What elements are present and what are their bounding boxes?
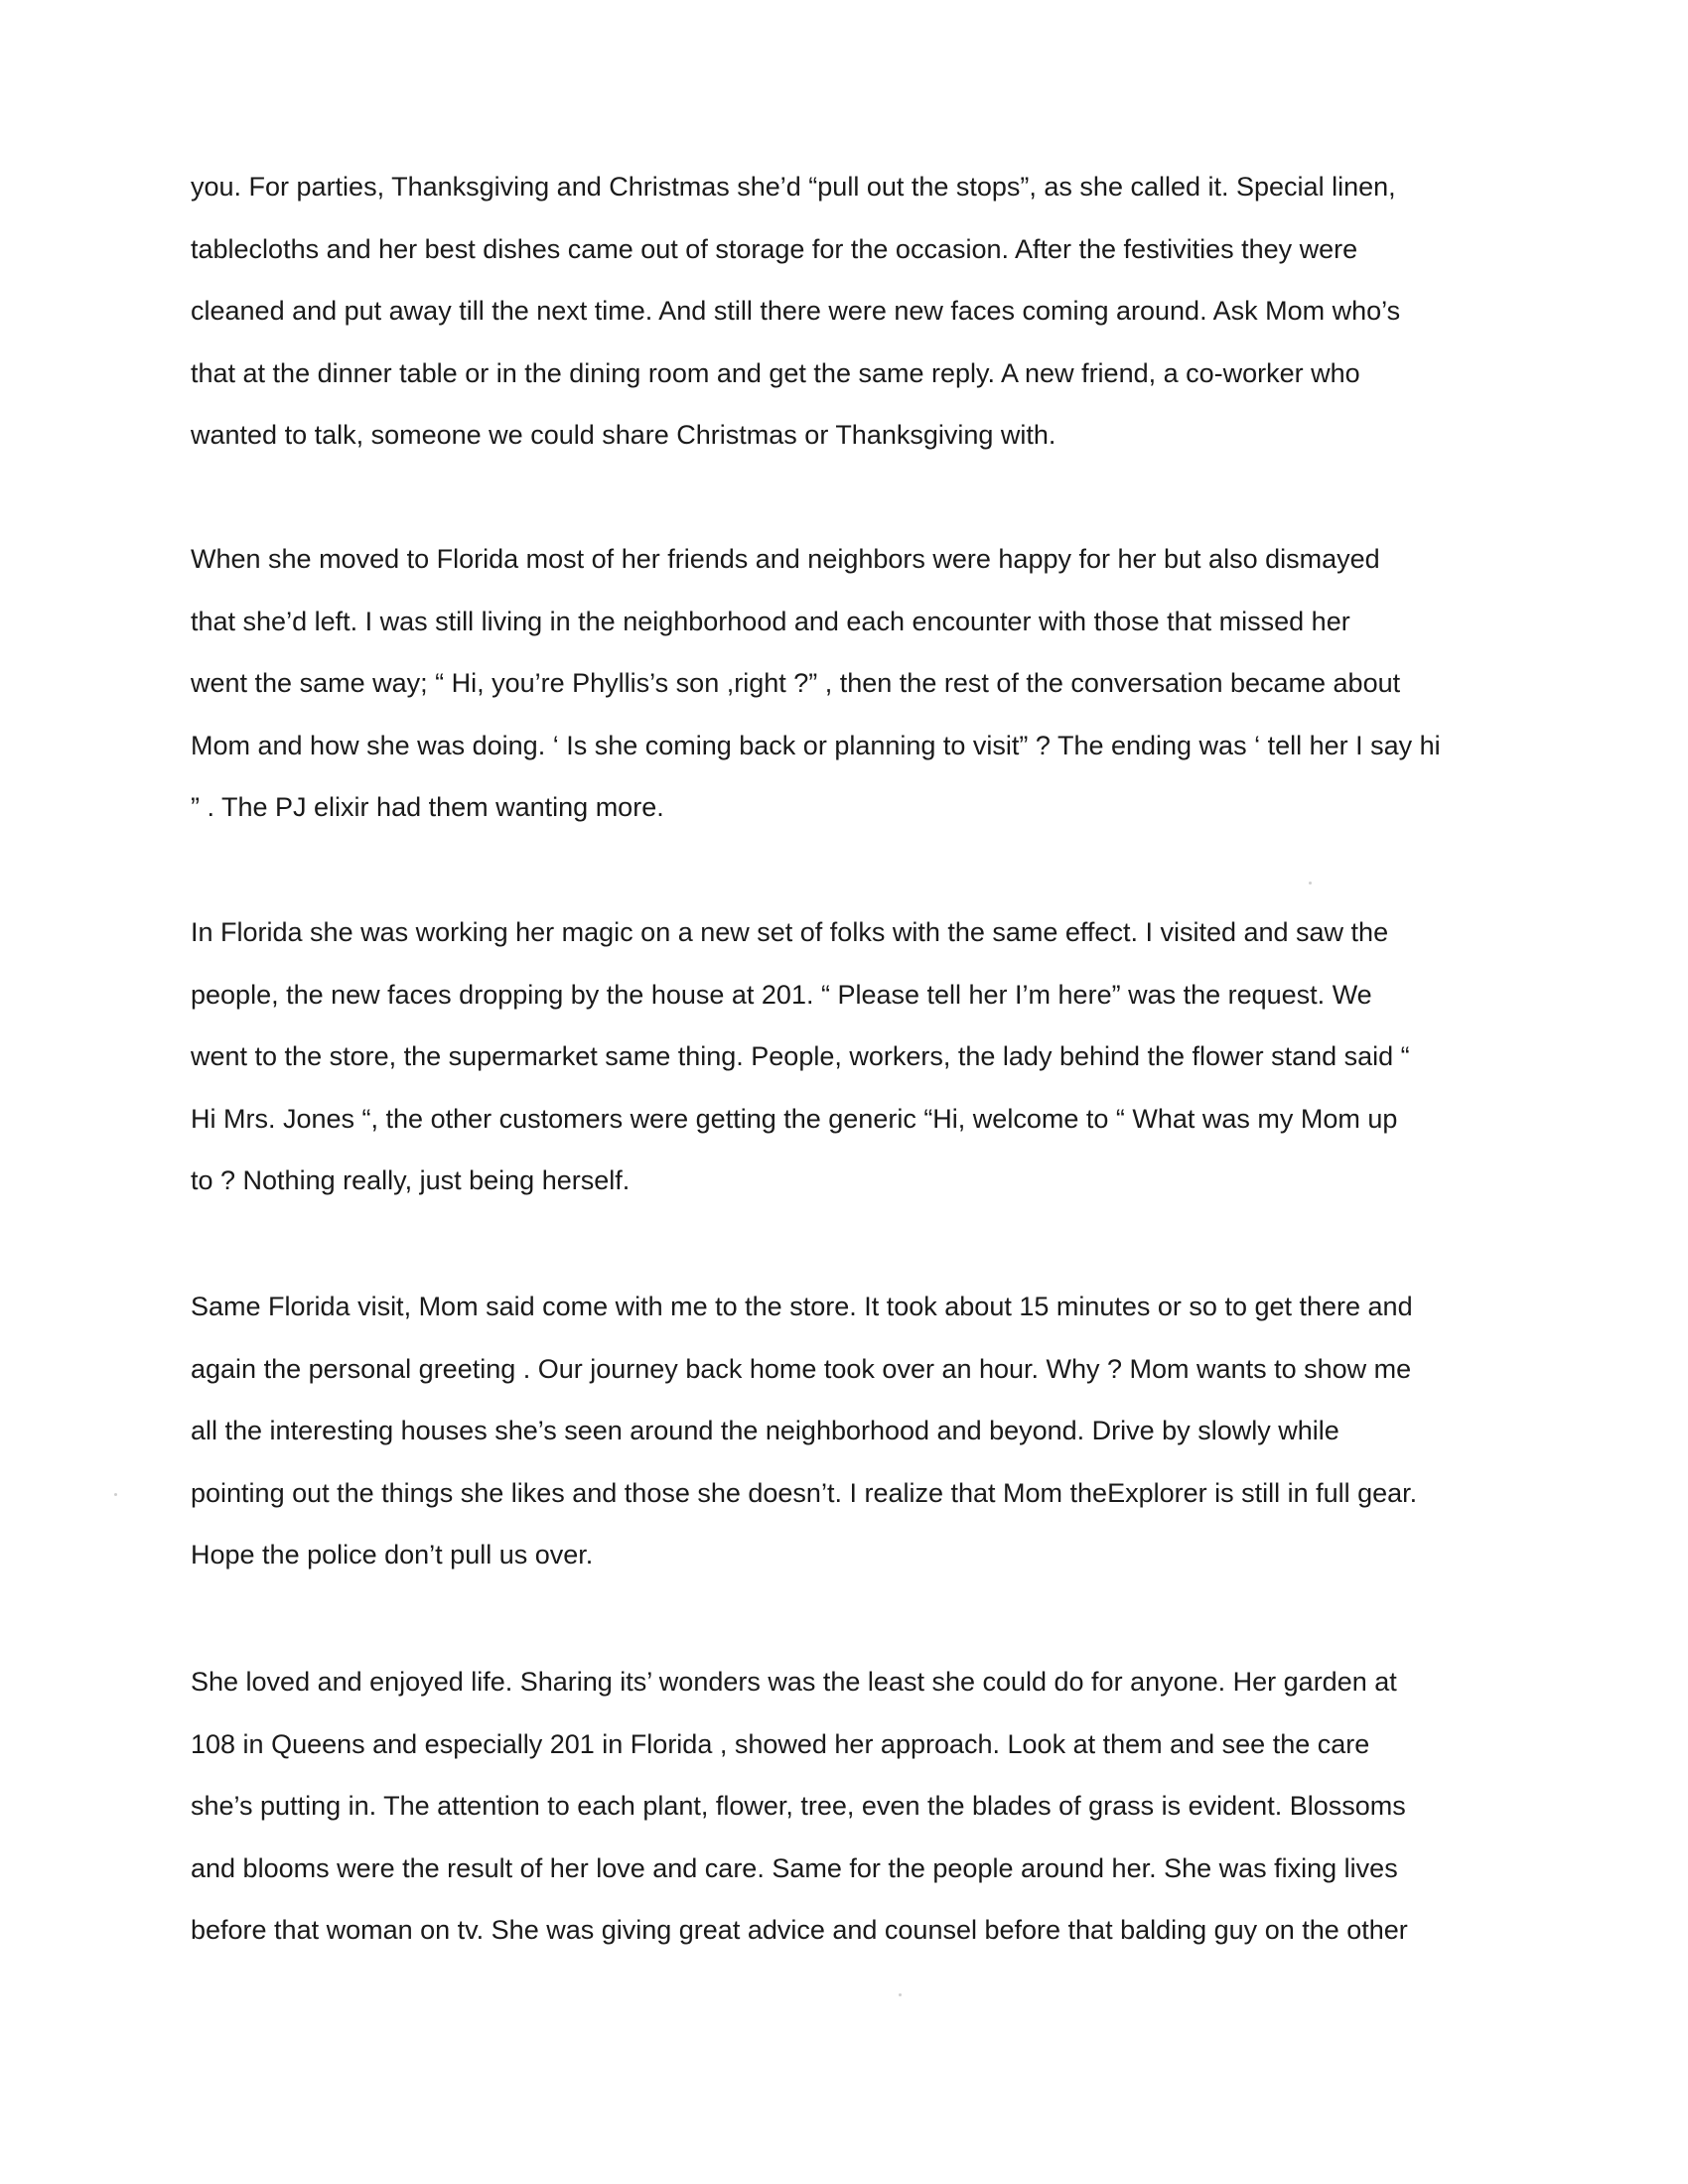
text-line: went to the store, the supermarket same thing. People, workers, the lady behind the flower stand said “ [191,1041,1410,1071]
paragraph-2 [191,528,1561,839]
text-line: cleaned and put away till the next time. And still there were new faces coming around. Ask Mom who’s [191,296,1401,326]
text-line: that she’d left. I was still living in the neighborhood and each encounter with those that missed her [191,606,1350,636]
text-line: Mom and how she was doing. ‘ Is she coming back or planning to visit” ? The ending was ‘ tell her I say hi [191,730,1441,760]
scan-speck [1309,882,1312,885]
text-line: 108 in Queens and especially 201 in Florida , showed her approach. Look at them and see the care [191,1728,1370,1759]
text-line: tablecloths and her best dishes came out of storage for the occasion. After the festivities they were [191,233,1358,264]
text-line: went the same way; “ Hi, you’re Phyllis’s son ,right ?” , then the rest of the conversation became about [191,668,1401,698]
text-line: all the interesting houses she’s seen around the neighborhood and beyond. Drive by slowly while [191,1416,1339,1445]
text-line: When she moved to Florida most of her friends and neighbors were happy for her but also dismayed [191,544,1380,574]
paragraph-3 [191,901,1561,1212]
text-line: Hope the police don’t pull us over. [191,1540,594,1570]
paragraph-4 [191,1276,1561,1586]
text-line: and blooms were the result of her love and care. Same for the people around her. She was fixing lives [191,1852,1398,1883]
text-line: people, the new faces dropping by the house at 201. “ Please tell her I’m here” was the request. We [191,979,1372,1010]
paragraph-5 [191,1651,1561,1962]
text-line: you. For parties, Thanksgiving and Christmas she’d “pull out the stops”, as she called it. Special linen, [191,172,1396,202]
text-line: to ? Nothing really, just being herself. [191,1165,631,1195]
text-line: before that woman on tv. She was giving great advice and counsel before that balding guy on the other [191,1915,1408,1945]
text-line: that at the dinner table or in the dining room and get the same reply. A new friend, a co-worker who [191,357,1360,388]
text-line: wanted to talk, someone we could share Christmas or Thanksgiving with. [191,420,1056,450]
text-line: she’s putting in. The attention to each plant, flower, tree, even the blades of grass is evident. Blossoms [191,1791,1406,1821]
text-line: Same Florida visit, Mom said come with me to the store. It took about 15 minutes or so to get there and [191,1292,1413,1321]
scan-speck [899,1993,902,1996]
text-line: pointing out the things she likes and those she doesn’t. I realize that Mom theExplorer is still in full gear. [191,1477,1418,1508]
paragraph-1 [191,156,1561,467]
text-line: ” . The PJ elixir had them wanting more. [191,792,664,822]
scan-speck [114,1493,117,1496]
text-line: Hi Mrs. Jones “, the other customers were getting the generic “Hi, welcome to “ What was my Mom up [191,1103,1398,1134]
text-line: In Florida she was working her magic on a new set of folks with the same effect. I visited and saw the [191,917,1389,947]
text-line: She loved and enjoyed life. Sharing its’ wonders was the least she could do for anyone. Her garden at [191,1667,1397,1697]
text-line: again the personal greeting . Our journey back home took over an hour. Why ? Mom wants to show me [191,1353,1412,1384]
